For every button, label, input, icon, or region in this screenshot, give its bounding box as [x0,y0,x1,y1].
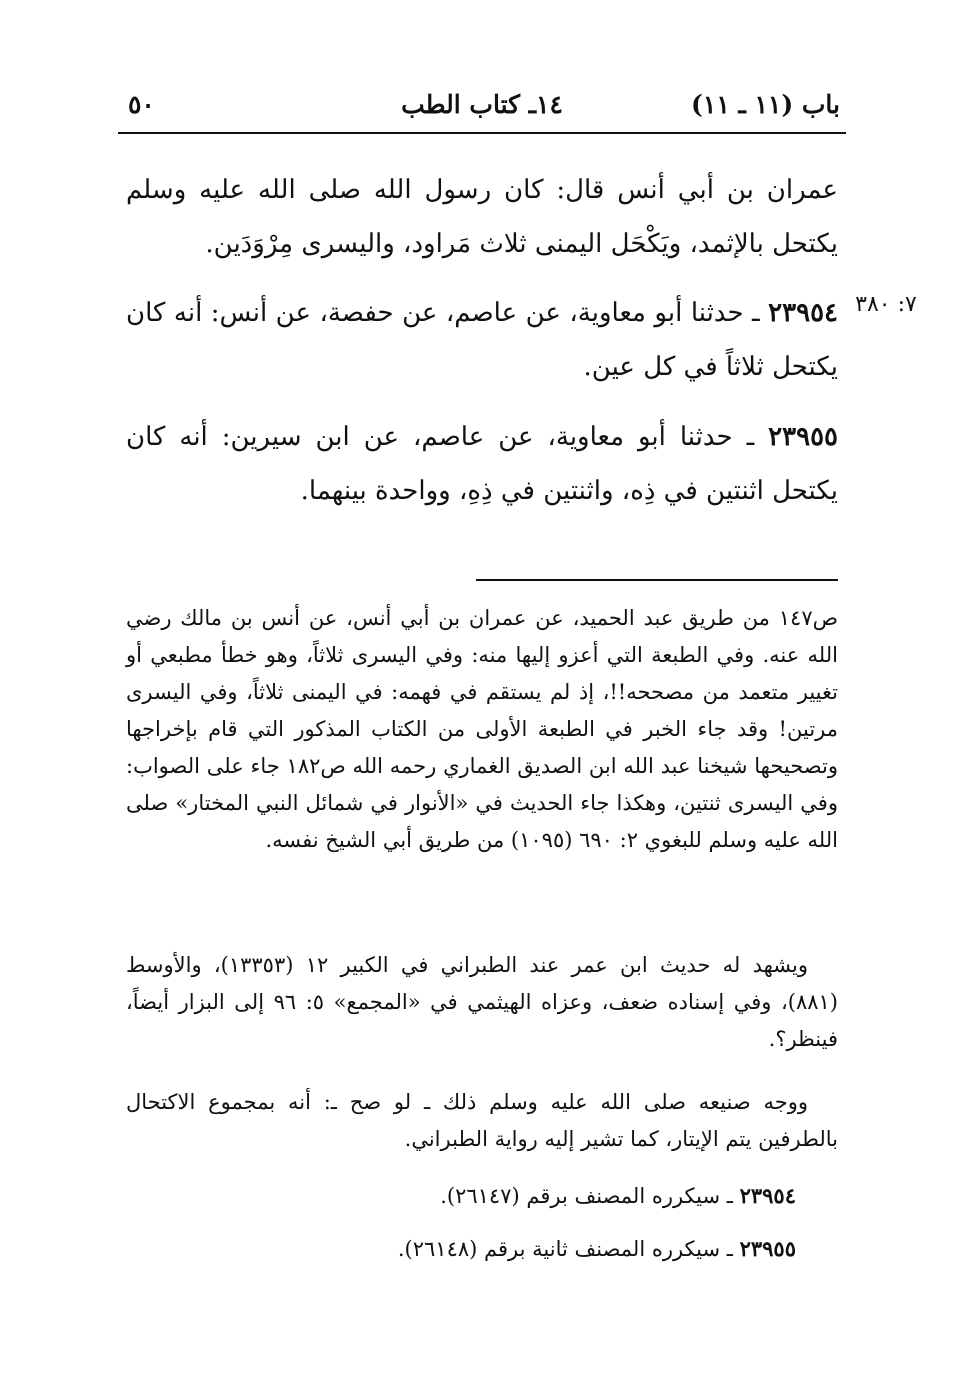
running-header [118,88,846,124]
footnote-separator [476,579,838,581]
reference-number: ٢٣٩٥٤ [739,1183,796,1208]
reference-text: ـ سيكرره المصنف ثانية برقم (٢٦١٤٨). [397,1237,740,1261]
reference-number: ٢٣٩٥٥ [739,1236,796,1261]
book-title: ١٤ـ كتاب الطب [401,90,563,119]
footnote-ref-23954 [126,1177,838,1215]
hadith-text: ـ حدثنا أبو معاوية، عن عاصم، عن حفصة، عن أنس: أنه كان يكتحل ثلاثاً في كل عين. [126,298,838,382]
page-number: ٥٠ [128,90,155,119]
chapter-reference: باب (١١ ـ ١١) [691,90,840,119]
footnote-reference [126,1230,838,1268]
hadith-number: ٢٣٩٥٤ [768,298,838,328]
footnote-block-1 [126,600,838,859]
margin-reference: ٧: ٣٨٠ [855,292,917,317]
hadith-paragraph [126,410,838,518]
footnote-block-2 [126,947,838,1058]
footnote-reference [126,1177,838,1215]
footnote-paragraph: ص١٤٧ من طريق عبد الحميد، عن عمران بن أبي أنس، عن أنس بن مالك رضي الله عنه. وفي الطبعة التي أعزو إليها منه: وفي اليسرى ثلاثاً، وهو خطأ مطبعي أو تغيير متعمد من مصححه!!، إذ لم يستقم في فهمه: في اليمنى ثلاثاً، وفي اليسرى مرتين! وقد جاء الخبر في الطبعة الأولى من الكتاب المذكور التي قام بإخراجها وتصحيحها شيخنا عبد الله ابن الصديق الغماري رحمه الله ص١٨٢ جاء على الصواب: وفي اليسرى ثنتين، وهكذا جاء الحديث في «الأنوار في شمائل النبي المختار» صلى الله عليه وسلم للبغوي ٢: ٦٩٠ (١٠٩٥) من طريق أبي الشيخ نفسه. [126,606,838,852]
hadith-23954 [126,286,838,394]
main-text-continuation [126,163,838,271]
hadith-23955 [126,410,838,518]
header-rule [118,132,846,134]
footnote-block-3 [126,1084,838,1158]
footnote-paragraph: ووجه صنيعه صلى الله عليه وسلم ذلك ـ لو صح ـ: أنه بمجموع الاكتحال بالطرفين يتم الإيتار، كما تشير إليه رواية الطبراني. [126,1090,838,1151]
footnote-paragraph: ويشهد له حديث ابن عمر عند الطبراني في الكبير ١٢ (١٣٣٥٣)، والأوسط (٨٨١)، وفي إسناده ضعف، وعزاه الهيثمي في «المجمع» ٥: ٩٦ إلى البزار أيضاً، فينظر؟. [126,953,838,1051]
footnote-ref-23955 [126,1230,838,1268]
continuation-paragraph: عمران بن أبي أنس قال: كان رسول الله صلى الله عليه وسلم يكتحل بالإثمد، ويَكْحَل اليمنى ثلاث مَراود، واليسرى مِرْوَدَين. [126,175,838,259]
hadith-number: ٢٣٩٥٥ [768,422,838,452]
hadith-text: ـ حدثنا أبو معاوية، عن عاصم، عن ابن سيرين: أنه كان يكتحل اثنتين في ذِه، واثنتين في ذِهِ، وواحدة بينهما. [126,422,838,506]
reference-text: ـ سيكرره المصنف برقم (٢٦١٤٧). [440,1184,740,1208]
hadith-paragraph [126,286,838,394]
